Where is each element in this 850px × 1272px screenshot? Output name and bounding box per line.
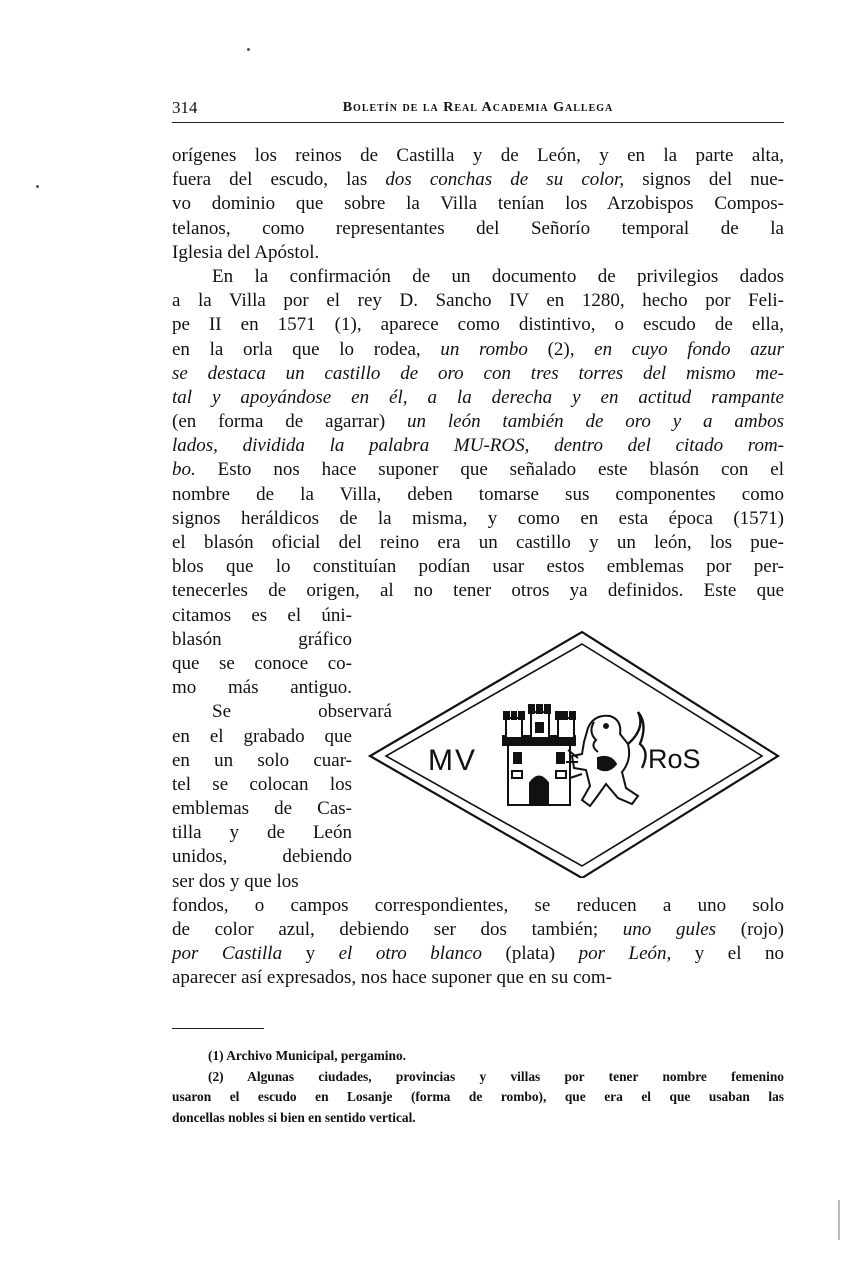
text-line	[172, 942, 784, 966]
footnote-line: (1) Archivo Municipal, pergamino.	[208, 1048, 407, 1063]
text-run: en el grabado que	[172, 725, 352, 747]
text-line	[172, 289, 784, 313]
page-header	[172, 96, 784, 123]
text-line	[172, 410, 784, 434]
text-line	[172, 434, 784, 458]
footnote-line: usaron el escudo en Losanje (forma de rombo), que era el que usaban las	[172, 1089, 784, 1104]
text-line	[172, 797, 352, 821]
italic-run: bo.	[172, 459, 196, 481]
text-line	[172, 918, 784, 942]
text-run: En la confirmación de un documento de privilegios dados	[212, 265, 784, 287]
italic-run: en cuyo fondo azur	[594, 338, 784, 360]
text-run: vo dominio que sobre la Villa tenían los Arzobispos Compos-	[172, 193, 784, 215]
text-line	[172, 362, 784, 386]
castle-icon	[503, 705, 575, 805]
text-line	[172, 192, 784, 216]
edge-mark	[838, 1200, 840, 1240]
text-line	[172, 555, 784, 579]
text-line	[172, 845, 352, 869]
text-run: (plata)	[482, 943, 579, 965]
text-run: blasón gráfico	[172, 628, 352, 650]
text-run: blos que lo constituían podían usar estos emblemas por per-	[172, 556, 784, 578]
text-run: a la Villa por el rey D. Sancho IV en 1280, hecho por Feli-	[172, 290, 784, 312]
text-run: en un solo cuar-	[172, 749, 352, 771]
text-run: fuera del escudo, las	[172, 169, 386, 191]
italic-run: dos conchas de su color,	[385, 169, 625, 191]
italic-run: se destaca un castillo de oro con tres torres del mismo me-	[172, 362, 784, 384]
italic-run: por León,	[578, 943, 672, 965]
text-run: ser dos y que los	[172, 870, 299, 892]
lion-icon	[566, 712, 646, 806]
text-line	[172, 241, 784, 265]
text-line	[172, 700, 392, 724]
italic-run: un rombo	[440, 338, 528, 360]
text-run: telanos, como representantes del Señorío temporal de la	[172, 217, 784, 239]
text-run: signos heráldicos de la misma, y como en esta época (1571)	[172, 507, 784, 529]
text-line	[172, 265, 784, 289]
text-run: Esto nos hace suponer que señalado este blasón con el	[195, 459, 784, 481]
italic-run: tal y apoyándose en él, a la derecha y en actitud rampante	[172, 386, 784, 408]
text-line	[172, 168, 784, 192]
text-line	[172, 531, 784, 555]
footnotes	[172, 1046, 784, 1128]
emblem-left-text: MV	[428, 744, 477, 777]
footnote-rule	[172, 1028, 264, 1029]
text-run: aparecer así expresados, nos hace suponer que en su com-	[172, 967, 612, 989]
running-title: Boletín de la Real Academia Gallega	[342, 100, 614, 115]
text-run: en la orla que lo rodea,	[172, 338, 441, 360]
text-line	[172, 652, 352, 676]
footnote-line: doncellas nobles si bien en sentido vertical.	[172, 1109, 416, 1125]
text-line	[172, 894, 784, 918]
text-line	[172, 579, 784, 603]
text-line	[172, 507, 784, 531]
text-run: citamos es el úni-	[172, 604, 352, 626]
italic-run: lados, dividida la palabra MU-ROS, dentro del citado rom-	[172, 435, 784, 457]
text-run: y el no	[671, 943, 784, 965]
text-run: de color azul, debiendo ser dos también;	[172, 919, 623, 940]
text-line	[172, 217, 784, 241]
text-run: tel se colocan los	[172, 773, 352, 795]
speck	[247, 48, 250, 51]
text-run: que se conoce co-	[172, 652, 352, 674]
emblem-right-text: RoS	[648, 744, 701, 774]
text-run: tilla y de León	[172, 822, 352, 844]
text-line	[172, 313, 784, 337]
text-line	[172, 144, 784, 168]
text-run: (2),	[527, 338, 595, 360]
text-run: (rojo)	[716, 919, 785, 940]
text-run: emblemas de Cas-	[172, 798, 352, 820]
text-run: el blasón oficial del reino era un castillo y un león, los pue-	[172, 532, 784, 553]
italic-run: por Castilla	[172, 943, 283, 965]
italic-run: el otro blanco	[338, 943, 483, 965]
text-line	[172, 386, 784, 410]
text-line	[172, 966, 784, 990]
text-run: orígenes los reinos de Castilla y de León, y en la parte alta,	[172, 145, 784, 166]
text-line	[172, 628, 352, 652]
speck	[36, 185, 39, 188]
text-run: (en forma de agarrar)	[172, 411, 408, 433]
text-line	[172, 821, 352, 845]
italic-run: un león también de oro y a ambos	[407, 411, 784, 433]
italic-run: uno gules	[622, 919, 717, 940]
text-run: unidos, debiendo	[172, 846, 352, 868]
text-run: mo más antiguo.	[172, 677, 352, 699]
text-run: pe II en 1571 (1), aparece como distintivo, o escudo de ella,	[172, 314, 784, 336]
text-run: nombre de la Villa, deben tomarse sus componentes como	[172, 483, 784, 505]
text-line	[172, 725, 352, 749]
text-line	[172, 458, 784, 482]
text-line	[172, 338, 784, 362]
footnote-line: (2) Algunas ciudades, provincias y villas por tener nombre femenino	[208, 1068, 784, 1084]
text-run: signos del nue-	[624, 169, 784, 191]
emblem-engraving	[360, 628, 785, 878]
text-run: Iglesia del Apóstol.	[172, 241, 320, 263]
text-run: tenecerles de origen, al no tener otros ya definidos. Este que	[172, 580, 784, 602]
text-run: Se observará	[212, 701, 392, 723]
text-line	[172, 749, 352, 773]
text-line	[172, 773, 352, 797]
text-run: y	[282, 943, 339, 965]
page-number: 314	[172, 98, 198, 117]
text-line	[172, 676, 352, 700]
text-run: fondos, o campos correspondientes, se reducen a uno solo	[172, 894, 784, 916]
text-line	[172, 483, 784, 507]
text-line	[172, 870, 352, 894]
text-line	[172, 604, 352, 628]
